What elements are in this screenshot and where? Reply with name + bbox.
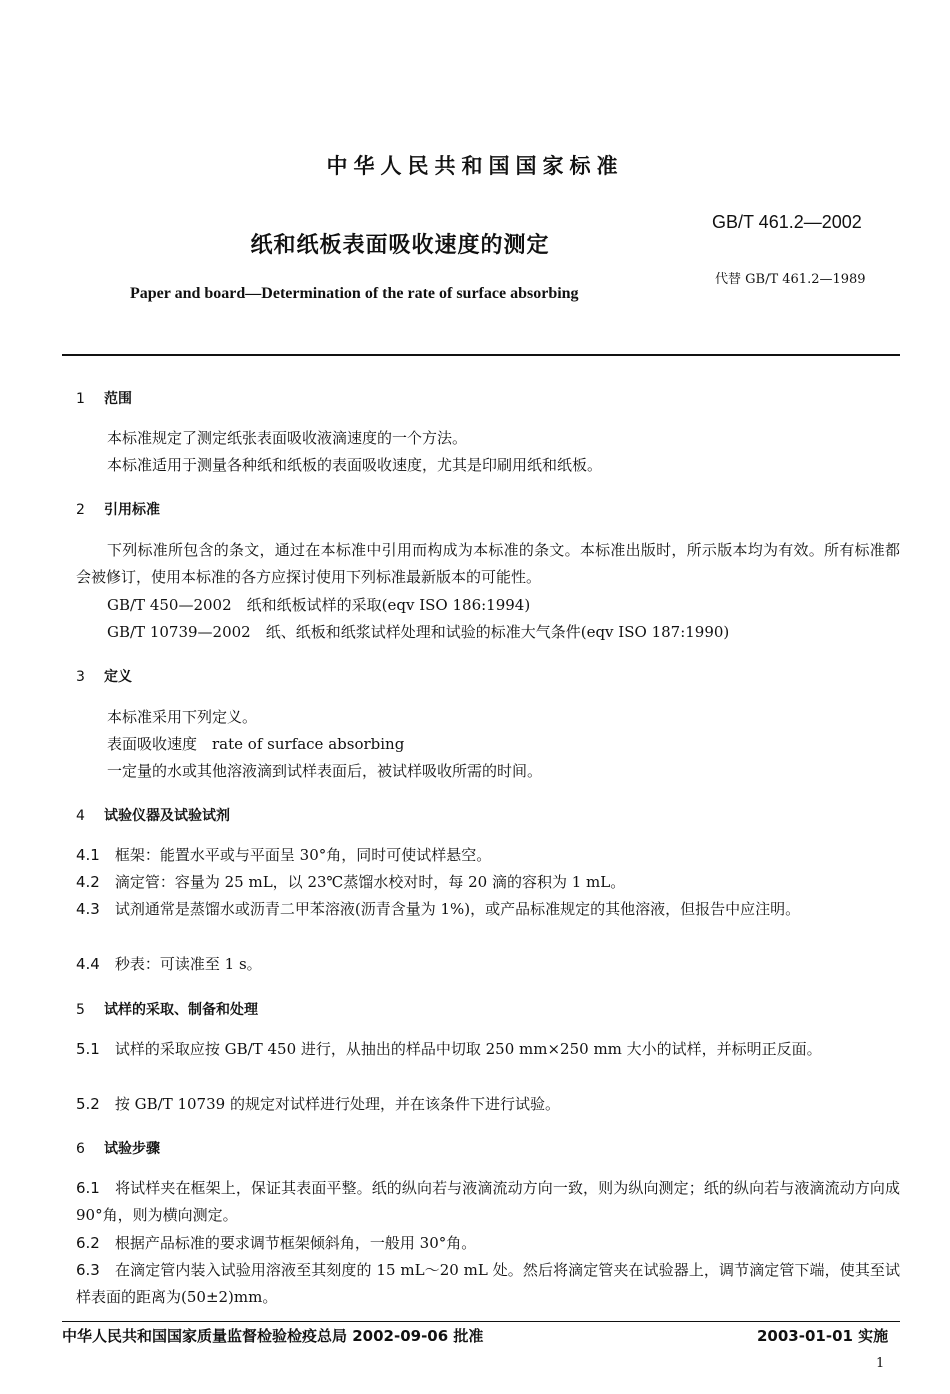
reference-item: GB/T 10739—2002 纸、纸板和纸浆试样处理和试验的标准大气条件(eqv ISO 187:1990): [107, 623, 730, 641]
section-number: 6: [76, 1141, 85, 1157]
clause-number: 5.2: [76, 1095, 100, 1113]
term-definition: 一定量的水或其他溶液滴到试样表面后，被试样吸收所需的时间。: [107, 762, 543, 780]
clause-text: 根据产品标准的要求调节框架倾斜角，一般用 30°角。: [114, 1234, 477, 1252]
section-1-heading: [76, 388, 132, 408]
clause-number: 4.4: [76, 955, 100, 973]
clause-text: 试样的采取应按 GB/T 450 进行，从抽出的样品中切取 250 mm×250 mm 大小的试样，并标明正反面。: [114, 1040, 822, 1058]
clause: [76, 1175, 900, 1229]
clause-number: 6.2: [76, 1234, 100, 1252]
clause-number: 4.2: [76, 873, 100, 891]
paragraph: 本标准适用于测量各种纸和纸板的表面吸收速度，尤其是印刷用纸和纸板。: [107, 456, 603, 474]
section-title: 范围: [104, 391, 132, 407]
document-title-en: Paper and board—Determination of the rate of surface absorbing: [130, 285, 579, 302]
clause-text: 按 GB/T 10739 的规定对试样进行处理，并在该条件下进行试验。: [114, 1095, 560, 1113]
section-number: 1: [76, 391, 85, 407]
clause: [76, 869, 900, 896]
section-number: 4: [76, 808, 85, 824]
header-divider: [62, 354, 900, 356]
term-entry: 表面吸收速度 rate of surface absorbing: [107, 735, 405, 753]
clause-text: 将试样夹在框架上，保证其表面平整。纸的纵向若与液滴流动方向一致，则为纵向测定；纸的纵向若与液滴流动方向成 90°角，则为横向测定。: [76, 1179, 900, 1224]
clause-text: 在滴定管内装入试验用溶液至其刻度的 15 mL～20 mL 处。然后将滴定管夹在试验器上，调节滴定管下端，使其至试样表面的距离为(50±2)mm。: [76, 1261, 900, 1306]
replaces-standard: 代替 GB/T 461.2—1989: [715, 272, 866, 287]
clause-number: 6.3: [76, 1261, 100, 1279]
reference-item: GB/T 450—2002 纸和纸板试样的采取(eqv ISO 186:1994): [107, 596, 531, 614]
clause-text: 滴定管：容量为 25 mL，以 23℃蒸馏水校对时，每 20 滴的容积为 1 mL。: [114, 873, 626, 891]
approval-statement: 中华人民共和国国家质量监督检验检疫总局 2002-09-06 批准: [62, 1327, 484, 1345]
paragraph: 下列标准所包含的条文，通过在本标准中引用而构成为本标准的条文。本标准出版时，所示版本均为有效。所有标准都会被修订，使用本标准的各方应探讨使用下列标准最新版本的可能性。: [76, 541, 900, 586]
section-number: 3: [76, 669, 85, 685]
section-2-heading: [76, 499, 160, 519]
clause: [76, 1230, 900, 1257]
clause: [76, 896, 900, 923]
page-number: 1: [876, 1356, 885, 1371]
section-title: 试验仪器及试验试剂: [104, 808, 230, 824]
footer-divider: [62, 1321, 900, 1322]
national-standard-heading: 中华人民共和国国家标准: [326, 154, 624, 178]
section-title: 定义: [104, 669, 132, 685]
section-5-heading: [76, 999, 258, 1019]
clause: [76, 951, 900, 978]
clause-number: 4.1: [76, 846, 100, 864]
clause: [76, 842, 900, 869]
clause-text: 框架：能置水平或与平面呈 30°角，同时可使试样悬空。: [114, 846, 492, 864]
section-3-heading: [76, 666, 132, 686]
section-number: 5: [76, 1002, 85, 1018]
clause-number: 5.1: [76, 1040, 100, 1058]
clause: [76, 1036, 900, 1063]
clause-text: 秒表：可读准至 1 s。: [114, 955, 262, 973]
section-title: 引用标准: [104, 502, 160, 518]
standard-number: GB/T 461.2—2002: [712, 212, 862, 232]
clause: [76, 1257, 900, 1311]
document-title-cn: 纸和纸板表面吸收速度的测定: [250, 233, 550, 258]
clause-number: 4.3: [76, 900, 100, 918]
clause-number: 6.1: [76, 1179, 100, 1197]
section-number: 2: [76, 502, 85, 518]
section-6-heading: [76, 1138, 160, 1158]
effective-date: 2003-01-01 实施: [757, 1327, 889, 1345]
section-title: 试验步骤: [104, 1141, 160, 1157]
section-title: 试样的采取、制备和处理: [104, 1002, 258, 1018]
paragraph: 本标准采用下列定义。: [107, 708, 258, 726]
section-4-heading: [76, 805, 230, 825]
clause: [76, 1091, 900, 1118]
paragraph: 本标准规定了测定纸张表面吸收液滴速度的一个方法。: [107, 429, 468, 447]
clause-text: 试剂通常是蒸馏水或沥青二甲苯溶液(沥青含量为 1%)，或产品标准规定的其他溶液，但报告中应注明。: [114, 900, 801, 918]
